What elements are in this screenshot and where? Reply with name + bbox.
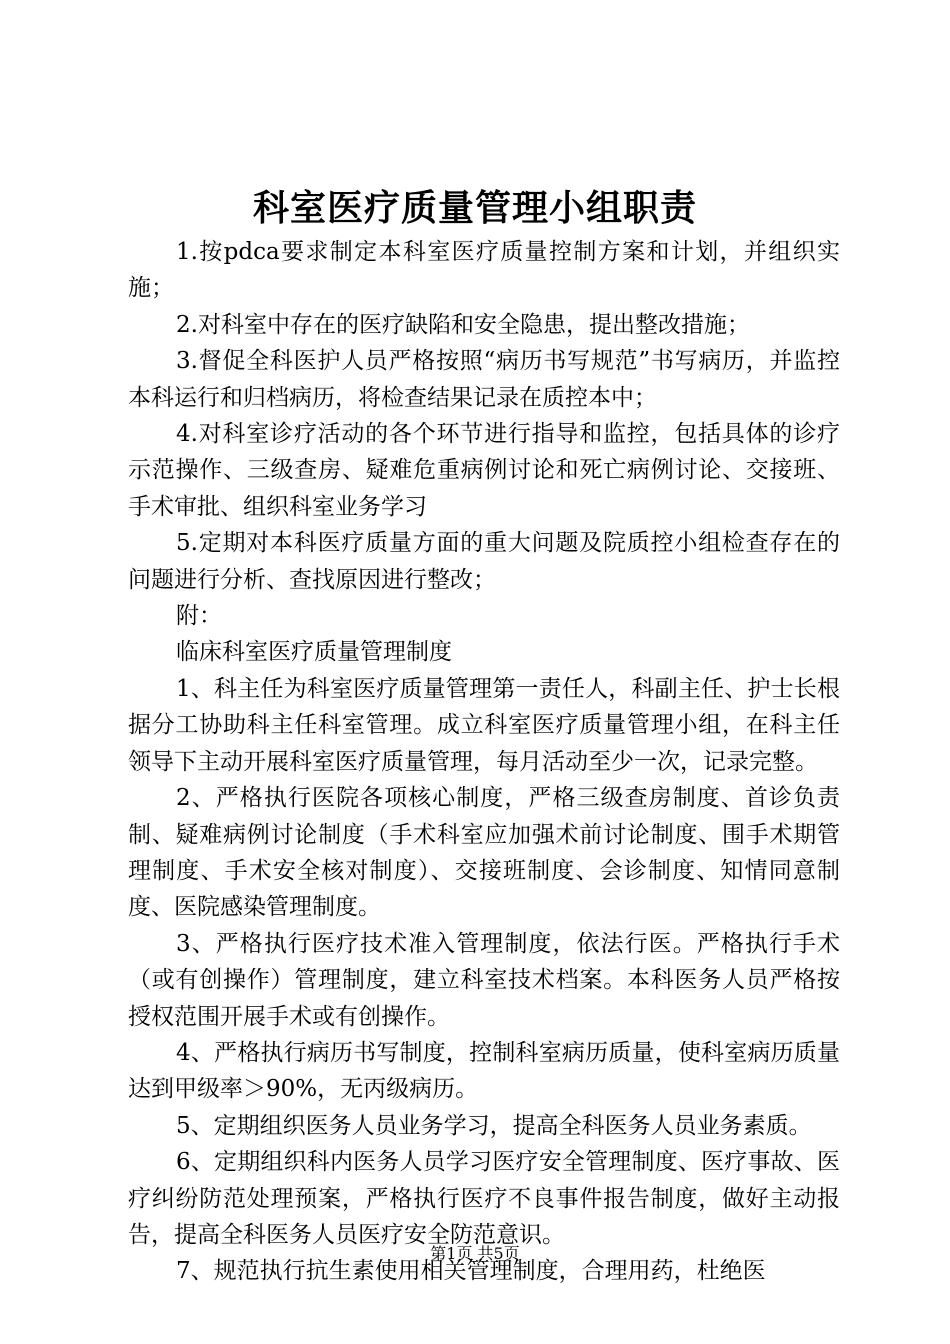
rule-1-paragraph: 1、科主任为科室医疗质量管理第一责任人，科副主任、护士长根据分工协助科主任科室管理。成立科室医疗质量管理小组，在科主任领导下主动开展科室医疗质量管理，每月活动至少一次，记录完整。 [128,675,840,775]
appendix-label: 附： [176,603,222,630]
rule-3-paragraph: 3、严格执行医疗技术准入管理制度，依法行医。严格执行手术（或有创操作）管理制度，建立科室技术档案。本科医务人员严格按授权范围开展手术或有创操作。 [128,930,840,1030]
rule-7-paragraph: 7、规范执行抗生素使用相关管理制度，合理用药，杜绝医 [176,1258,766,1285]
item-1-paragraph: 1.按pdca要求制定本科室医疗质量控制方案和计划，并组织实施； [128,239,840,302]
item-2-paragraph: 2.对科室中存在的医疗缺陷和安全隐患，提出整改措施； [176,311,750,338]
rule-6-paragraph: 6、定期组织科内医务人员学习医疗安全管理制度、医疗事故、医疗纠纷防范处理预案，严格执行医疗不良事件报告制度，做好主动报告，提高全科医务人员医疗安全防范意识。 [128,1149,840,1248]
rule-5-paragraph: 5、定期组织医务人员业务学习，提高全科医务人员业务素质。 [176,1112,812,1139]
item-3-paragraph: 3.督促全科医护人员严格按照“病历书写规范”书写病历，并监控本科运行和归档病历，将检查结果记录在质控本中； [128,348,840,411]
rule-2-paragraph: 2、严格执行医院各项核心制度，严格三级查房制度、首诊负责制、疑难病例讨论制度（手术科室应加强术前讨论制度、围手术期管理制度、手术安全核对制度）、交接班制度、会诊制度、知情同意制度、医院感染管理制度。 [128,785,840,921]
item-5-paragraph: 5.定期对本科医疗质量方面的重大问题及院质控小组检查存在的问题进行分析、查找原因进行整改； [128,530,840,593]
item-4-paragraph: 4.对科室诊疗活动的各个环节进行指导和监控，包括具体的诊疗示范操作、三级查房、疑难危重病例讨论和死亡病例讨论、交接班、手术审批、组织科室业务学习 [128,421,840,520]
document-body [128,234,840,1290]
page-number-footer: 第1页 共5页 [430,1244,520,1263]
document-title: 科室医疗质量管理小组职责 [252,188,697,229]
section-heading: 临床科室医疗质量管理制度 [176,639,452,666]
rule-4-paragraph: 4、严格执行病历书写制度，控制科室病历质量，使科室病历质量达到甲级率＞90%，无丙级病历。 [128,1039,840,1103]
